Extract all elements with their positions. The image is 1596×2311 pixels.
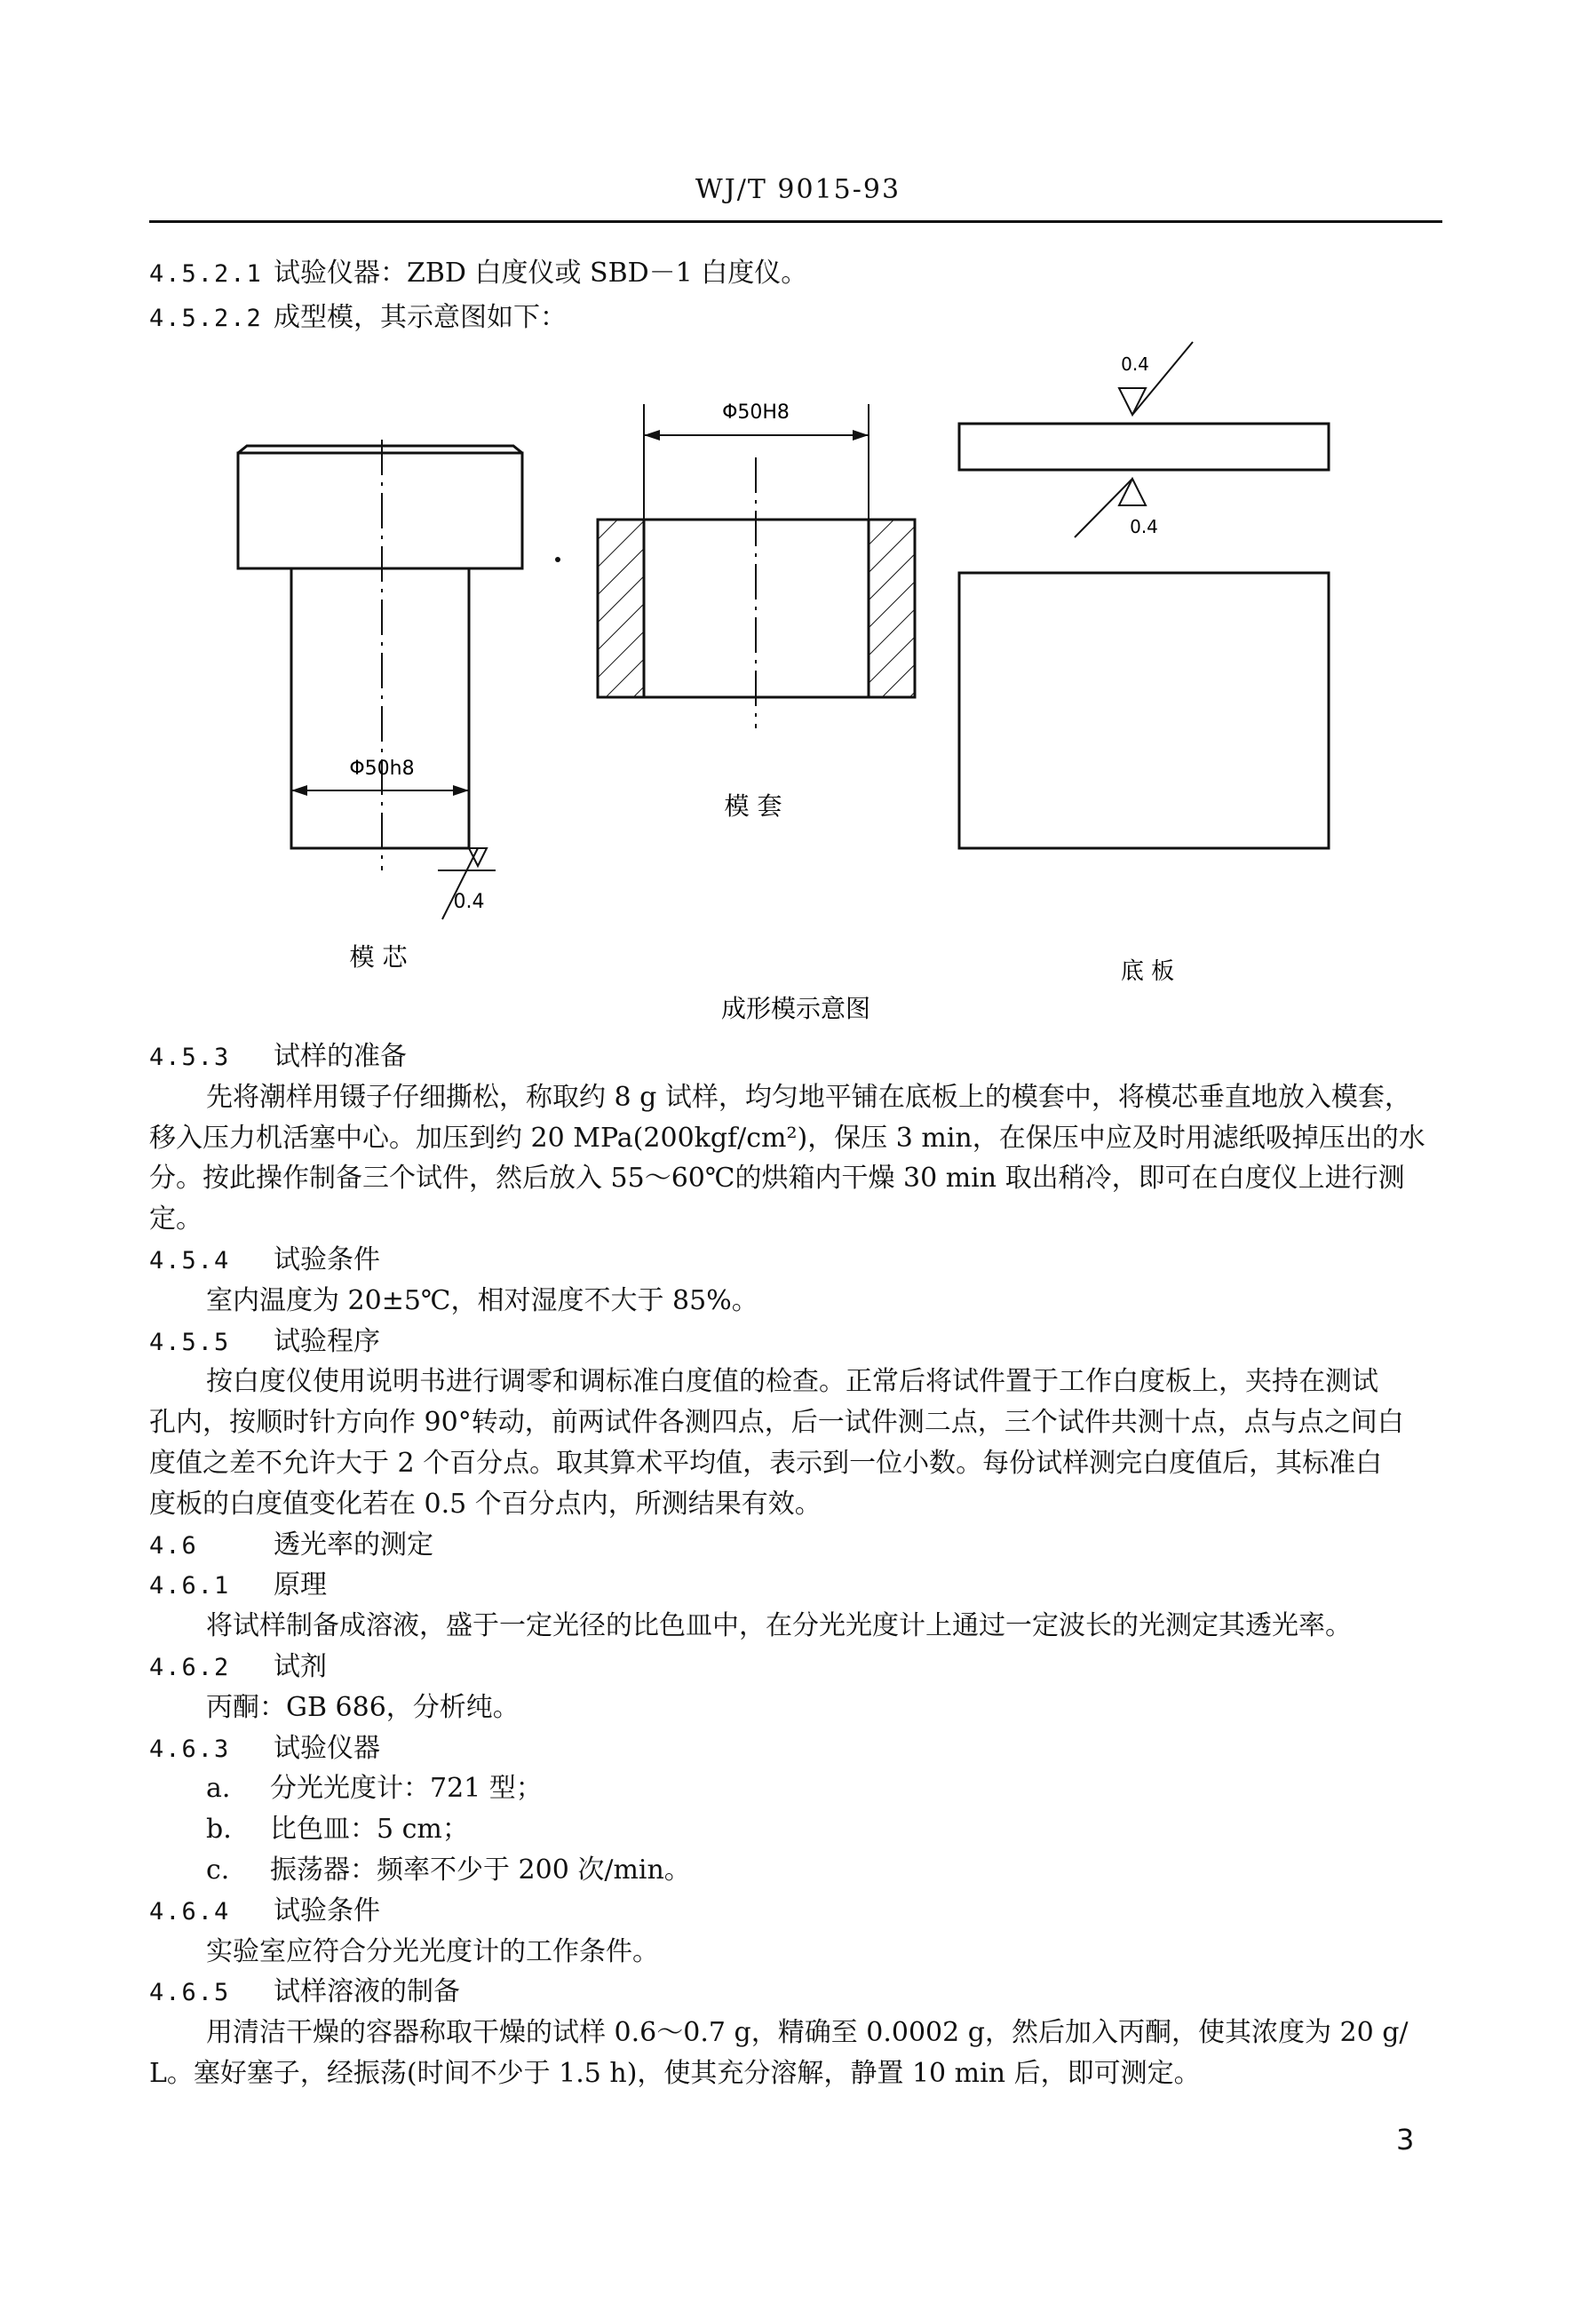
base-plate-top-view — [959, 424, 1329, 470]
list-text: 比色皿：5 cm； — [270, 1814, 469, 1845]
clause-number: 4.5.2.2 — [149, 305, 263, 332]
clause-title: 试验仪器 — [274, 1733, 380, 1764]
paragraph-line: 度值之差不允许大于 2 个百分点。取其算术平均值，表示到一位小数。每份试样测完白度值后，其标准白 — [149, 1448, 1383, 1479]
mold-core-shaft — [291, 568, 469, 848]
paragraph-line: L。塞好塞子，经振荡(时间不少于 1.5 h)，使其充分溶解，静置 10 min 后，即可测定。 — [149, 2058, 1201, 2089]
mold-core-label: 模 芯 — [349, 942, 408, 972]
paragraph-line: 孔内，按顺时针方向作 90°转动，前两试件各测四点，后一试件测二点，三个试件共测十点，点与点之间白 — [149, 1407, 1404, 1438]
document-code: WJ/T 9015-93 — [695, 174, 901, 205]
clause-title: 试样的准备 — [274, 1041, 407, 1072]
list-item — [206, 1812, 469, 1847]
paragraph-line: 定。 — [149, 1203, 202, 1235]
clause-number: 4.5.3 — [149, 1044, 231, 1071]
clause-number: 4.6 — [149, 1532, 198, 1560]
list-item — [206, 1853, 691, 1888]
paragraph-line: 度板的白度值变化若在 0.5 个百分点内，所测结果有效。 — [149, 1489, 822, 1520]
header-rule — [149, 220, 1442, 223]
stray-dot — [555, 557, 560, 562]
clause-number: 4.6.4 — [149, 1898, 231, 1926]
arrow-right — [453, 785, 469, 796]
mold-core-head — [238, 453, 522, 568]
clause-title: 试验条件 — [274, 1244, 380, 1275]
sleeve-dimension-label: Φ50H8 — [722, 401, 790, 424]
paragraph-line: 实验室应符合分光光度计的工作条件。 — [206, 1936, 659, 1967]
clause-title: 试剂 — [274, 1651, 327, 1682]
core-dimension-label: Φ50h8 — [349, 758, 415, 780]
base-plate-front-view — [959, 573, 1329, 848]
paragraph-line: 用清洁干燥的容器称取干燥的试样 0.6～0.7 g，精确至 0.0002 g，然后加入丙酮，使其浓度为 20 g/ — [206, 2017, 1409, 2048]
paragraph-line: 移入压力机活塞中心。加压到约 20 MPa(200kgf/cm²)，保压 3 min，在保压中应及时用滤纸吸掉压出的水 — [149, 1123, 1425, 1154]
clause-number: 4.5.4 — [149, 1247, 231, 1275]
sleeve-wall-left — [598, 520, 644, 697]
base-plate-label: 底 板 — [1120, 958, 1175, 985]
arrow-left — [291, 785, 307, 796]
section-heading — [149, 1324, 380, 1361]
list-marker: a. — [206, 1773, 231, 1804]
paragraph-line: 按白度仪使用说明书进行调零和调标准白度值的检查。正常后将试件置于工作白度板上，夹持在测试 — [206, 1366, 1378, 1397]
arrow-right — [853, 430, 869, 441]
figure-caption: 成形模示意图 — [720, 994, 871, 1023]
sleeve-wall-right — [869, 520, 915, 697]
section-heading — [149, 1568, 327, 1604]
section-heading — [149, 1528, 433, 1564]
clause-number: 4.6.5 — [149, 1979, 231, 2006]
base-plate-drawing — [959, 342, 1329, 985]
list-text: 振荡器：频率不少于 200 次/min。 — [270, 1854, 691, 1886]
clause-number: 4.5.2.1 — [149, 260, 263, 288]
clause-number: 4.6.1 — [149, 1572, 231, 1600]
list-text: 分光光度计：721 型； — [270, 1773, 543, 1804]
paragraph-line: 将试样制备成溶液，盛于一定光径的比色皿中，在分光光度计上通过一定波长的光测定其透光率。 — [206, 1610, 1352, 1641]
list-marker: c. — [206, 1854, 230, 1886]
clause-title: 试验条件 — [274, 1895, 380, 1926]
clause-text: 成型模，其示意图如下： — [274, 302, 567, 333]
page-number: 3 — [1396, 2123, 1415, 2156]
clause-title: 试验程序 — [274, 1326, 380, 1357]
roughness-value: 0.4 — [453, 891, 485, 913]
clause-title: 原理 — [274, 1569, 327, 1600]
mold-core-drawing — [238, 440, 522, 972]
clause-title: 试样溶液的制备 — [274, 1976, 460, 2007]
paragraph-line: 分。按此操作制备三个试件，然后放入 55～60℃的烘箱内干燥 30 min 取出稍冷，即可在白度仪上进行测 — [149, 1163, 1405, 1194]
list-item — [206, 1771, 543, 1807]
clause-number: 4.5.5 — [149, 1329, 231, 1356]
arrow-left — [644, 430, 660, 441]
clause-text: 试验仪器：ZBD 白度仪或 SBD－1 白度仪。 — [274, 258, 808, 289]
section-heading — [149, 1039, 407, 1076]
section-heading — [149, 1974, 460, 2011]
roughness-symbol-bottom — [1119, 479, 1146, 505]
forming-mold-figure — [149, 324, 1442, 1023]
mold-sleeve-label: 模 套 — [724, 791, 782, 821]
clause-title: 透光率的测定 — [274, 1529, 433, 1561]
roughness-value-bottom: 0.4 — [1130, 516, 1158, 537]
roughness-value-top: 0.4 — [1121, 353, 1149, 375]
paragraph-line: 丙酮：GB 686，分析纯。 — [206, 1692, 520, 1723]
list-marker: b. — [206, 1814, 232, 1845]
mold-sleeve-drawing — [598, 401, 915, 821]
roughness-symbol — [469, 848, 487, 866]
clause-4-5-2-1 — [149, 256, 807, 292]
section-heading — [149, 1649, 327, 1686]
clause-number: 4.6.2 — [149, 1654, 231, 1681]
paragraph-line: 室内温度为 20±5℃，相对湿度不大于 85%。 — [206, 1285, 758, 1316]
roughness-leader-bottom — [1075, 479, 1132, 537]
section-heading — [149, 1731, 380, 1767]
section-heading — [149, 1243, 380, 1279]
roughness-symbol-top — [1119, 388, 1146, 415]
section-heading — [149, 1894, 380, 1930]
paragraph-line: 先将潮样用镊子仔细撕松，称取约 8 g 试样，均匀地平铺在底板上的模套中，将模芯垂直地放入模套， — [206, 1082, 1411, 1113]
clause-number: 4.6.3 — [149, 1735, 231, 1763]
